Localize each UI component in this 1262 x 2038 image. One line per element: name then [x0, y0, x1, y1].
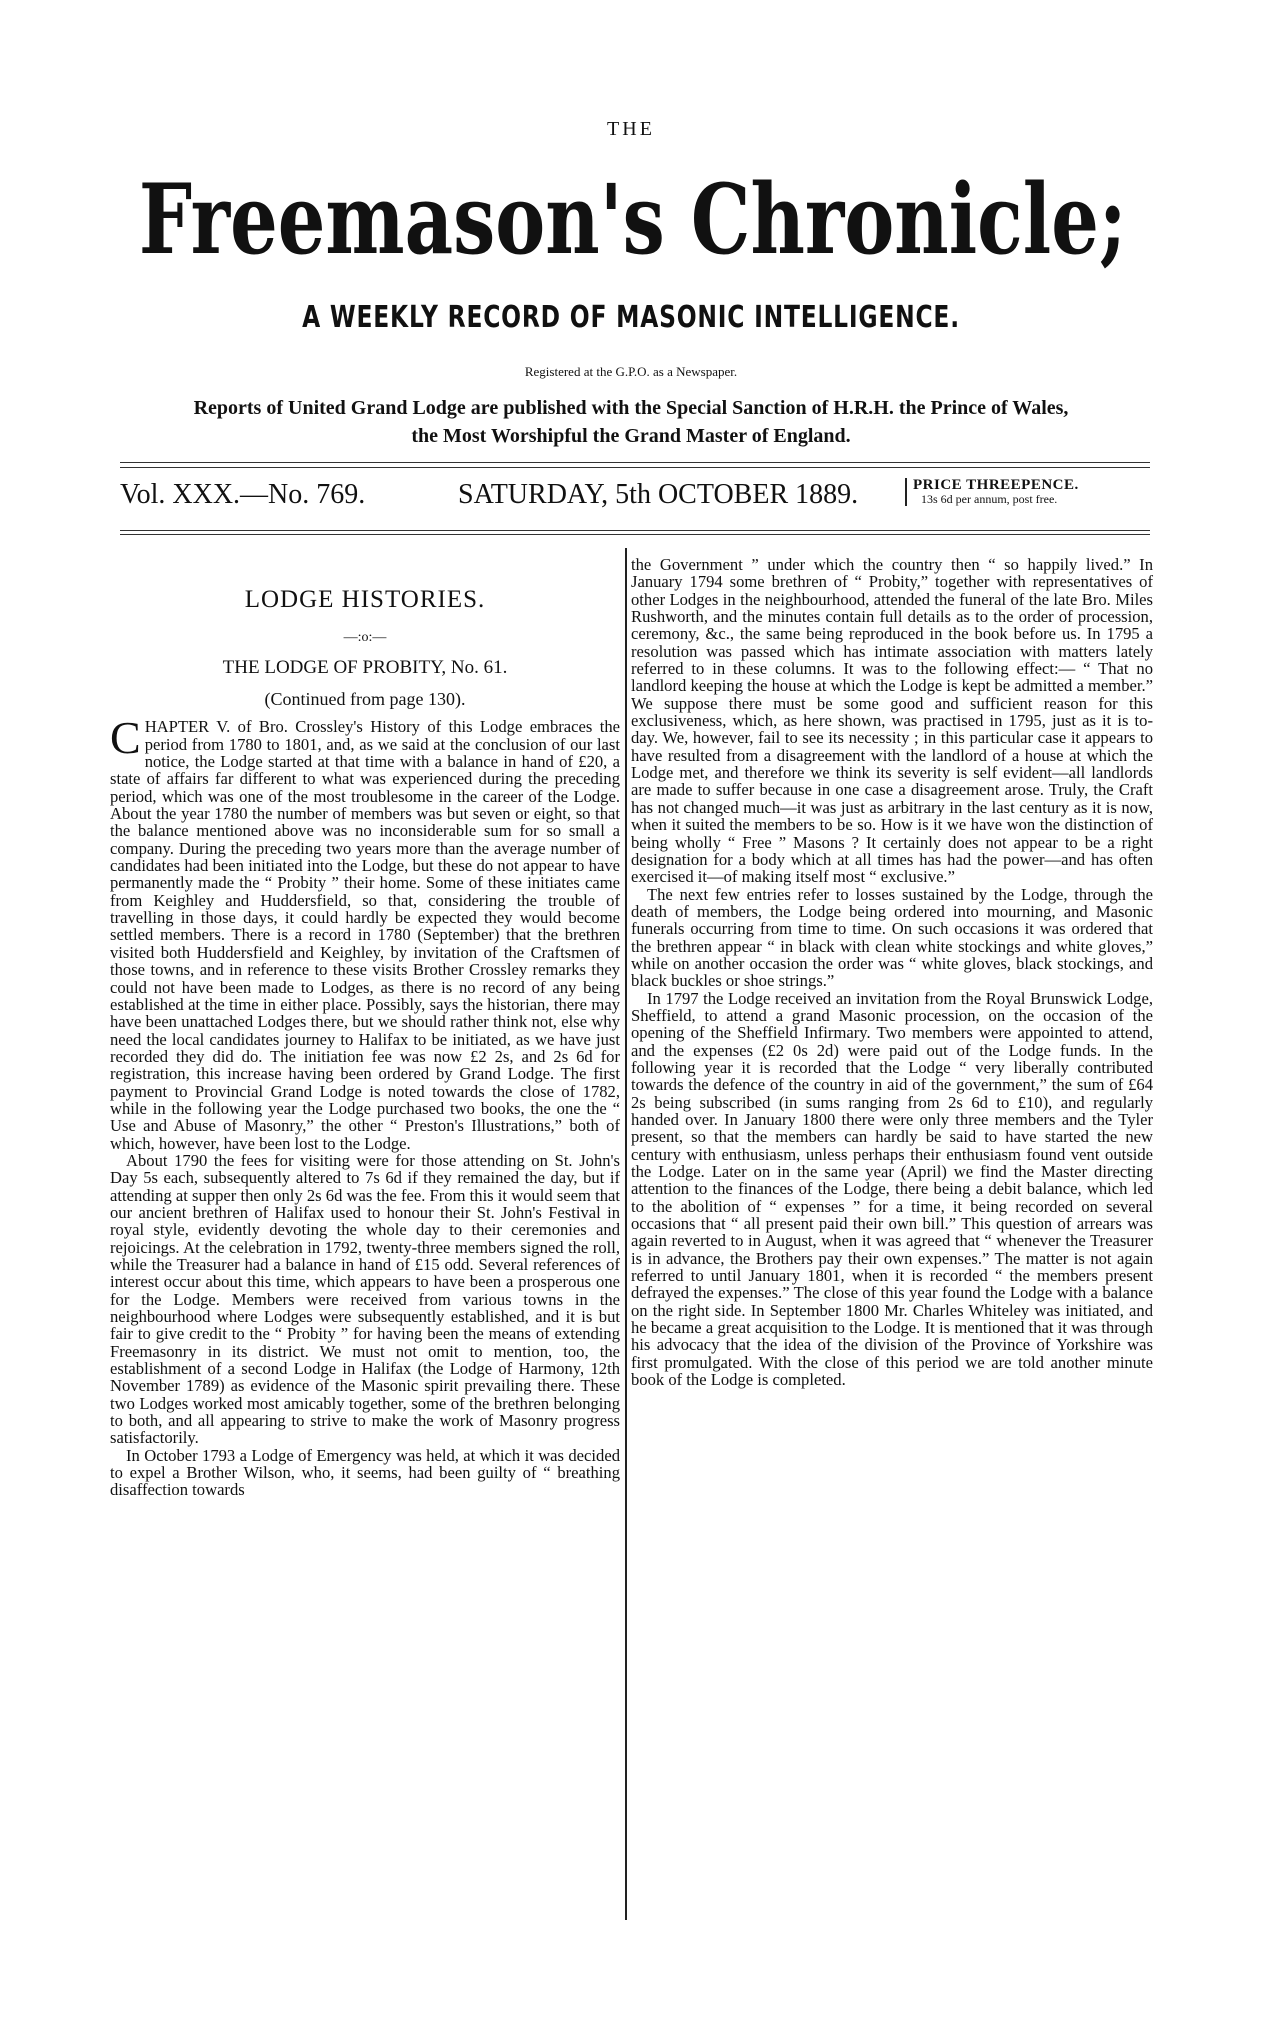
paragraph: In October 1793 a Lodge of Emergency was held, at which it was decided to expel a Brother Wilson, who, it seems, had been guilty of “ breathing disaffection towards	[110, 1445, 620, 1500]
paragraph	[110, 712, 620, 1153]
paragraph: The next few entries refer to losses sustained by the Lodge, through the death of members, the Lodge being ordered into mourning, and Masonic funerals occurring from time to time. On such occasions it was ordered that the brethren appear “ in black with clean white stockings and white gloves,” while on another occasion the order was “ white gloves, black stockings, and black buckles or shoe strings.”	[631, 884, 1153, 991]
drop-cap: C	[110, 712, 141, 764]
column-divider	[625, 548, 627, 1920]
article-heading: LODGE HISTORIES.	[244, 586, 486, 613]
price-box	[905, 478, 1079, 506]
separator: —:o:—	[343, 630, 387, 645]
volume-number: Vol. XXX.—No. 769.	[120, 479, 366, 510]
paragraph: In 1797 the Lodge received an invitation from the Royal Brunswick Lodge, Sheffield, to attend a grand Masonic procession, on the occasion of the opening of the Sheffield Infirmary. Two members were appointed to attend, and the expenses (£2 0s 2d) were paid out of the Lodge funds. In the following year it is recorded that the Lodge “ very liberally contributed towards the defence of the country in aid of the government,” the sum of £64 2s being subscribed (in sums ranging from 2s 6d to £10), and regularly handed over. In January 1800 there were only three members and the Tyler present, so that the members can hardly be said to have started the new century with enthusiasm, unless perhaps their enthusiasm found vent outside the Lodge. Later on in the same year (April) we find the Master directing attention to the finances of the Lodge, there being a debit balance, which led to the abolition of “ expenses ” for a time, it being recorded on several occasions that “ all present paid their own bill.” This question of arrears was again reverted to in August, when it was agreed that “ whenever the Treasurer is in advance, the Brothers pay their own expenses.” The matter is not again referred to until January 1801, when it is recorded “ the members present defrayed the expenses.” The close of this year found the Lodge with a balance on the right side. In September 1800 Mr. Charles Whiteley was initiated, and he became a great acquisition to the Lodge. It is mentioned that it was through his advocacy that the idea of the division of the Province of Yorkshire was first promulgated. With the close of this period we are told another minute book of the Lodge is completed.	[631, 988, 1153, 1390]
article-subheading: THE LODGE OF PROBITY, No. 61.	[222, 657, 508, 679]
registered-notice: Registered at the G.P.O. as a Newspaper.	[524, 364, 738, 379]
divider-rule	[120, 534, 1150, 535]
divider-rule	[120, 462, 1150, 463]
article-right-column	[631, 556, 1153, 1389]
divider-rule	[120, 530, 1150, 531]
sanction-notice	[0, 394, 1262, 450]
divider-rule	[120, 467, 1150, 468]
sanction-line-2: the Most Worshipful the Grand Master of England.	[411, 425, 851, 447]
paragraph: About 1790 the fees for visiting were for those attending on St. John's Day 5s each, subsequently altered to 7s 6d if they remained the day, but if attending at supper then only 2s 6d was the fee. From this it would seem that our ancient brethren of Halifax used to honour their St. John's Festival in royal style, evidently devoting the whole day to their ceremonies and rejoicings. At the celebration in 1792, twenty-three members signed the roll, while the Treasurer had a balance in hand of £15 odd. Several references of interest occur about this time, which appears to have been a prosperous one for the Lodge. Members were received from various towns in the neighbourhood where Lodges were subsequently established, and it is but fair to give credit to the “ Probity ” for having been the means of extending Freemasonry in its district. We must not omit to mention, too, the establishment of a second Lodge in Halifax (the Lodge of Harmony, 12th November 1789) as evidence of the Masonic spirit prevailing there. These two Lodges worked most amicably together, some of the brethren belonging to both, and all appearing to strive to make the work of Masonry progress satisfactorily.	[110, 1150, 620, 1448]
masthead-subtitle: A WEEKLY RECORD OF MASONIC INTELLIGENCE.	[302, 300, 960, 335]
issue-date: SATURDAY, 5th OCTOBER 1889.	[458, 479, 859, 510]
article-left-column	[110, 565, 620, 1499]
masthead-title: Freemason's Chronicle;	[138, 163, 1127, 276]
continued-note: (Continued from page 130).	[264, 689, 466, 710]
masthead-the: THE	[607, 118, 655, 140]
paragraph: the Government ” under which the country then “ so happily lived.” In January 1794 some brethren of “ Probity,” together with representatives of other Lodges in the neighbourhood, attended the funeral of the late Bro. Miles Rushworth, and the minutes contain full details as to the order of procession, ceremony, &c., the same being reproduced in the book before us. In 1795 a resolution was passed which has intimate association with matters lately referred to in these columns. It was to the following effect:— “ That no landlord keeping the house at which the Lodge is kept be admitted a member.” We suppose there must be some good and sufficient reason for this exclusiveness, which, as here shown, was practised in 1795, just as it is to-day. We, however, fail to see its necessity ; in this particular case it appears to have resulted from a disagreement with the landlord of a house at which the Lodge met, and therefore we think its severity is self evident—all landlords are made to suffer because in one case a disagreement arose. Truly, the Craft has not changed much—it was just as arbitrary in the last century as it is now, when it suited the members to be so. How is it we have won the distinction of being wholly “ Free ” Masons ? It certainly does not appear to be a right designation for a body which at all times has had the power—and has often exercised it—of making itself most “ exclusive.”	[631, 555, 1153, 887]
sanction-line-1: Reports of United Grand Lodge are published with the Special Sanction of H.R.H. the Prince of Wales,	[193, 397, 1069, 419]
subscription: 13s 6d per annum, post free.	[921, 492, 1058, 506]
paragraph-text: HAPTER V. of Bro. Crossley's History of this Lodge embraces the period from 1780 to 1801, and, as we said at the conclusion of our last notice, the Lodge started at that time with a balance in hand of £20, a state of affairs far different to what was experienced during the preceding period, which was one of the most troublesome in the career of the Lodge. About the year 1780 the number of members was but seven or eight, so that the balance mentioned above was no inconsiderable sum for so small a company. During the preceding two years more than the average number of candidates had been initiated into the Lodge, but these do not appear to have permanently made the “ Probity ” their home. Some of these initiates came from Keighley and Huddersfield, so that, considering the trouble of travelling in those days, it could hardly be expected they would become settled members. There is a record in 1780 (September) that the brethren visited both Huddersfield and Keighley, by invitation of the Craftsmen of those towns, and in reference to these visits Brother Crossley remarks they could not have been made to Lodges, as there is no record of any being established at the time in either place. Possibly, says the historian, there may have been unattached Lodges there, but we should rather think not, else why need the local candidates journey to Halifax to be initiated, as we have just recorded they did do. The initiation fee was now £2 2s, and 2s 6d for registration, this increase having been ordered by Grand Lodge. The first payment to Provincial Grand Lodge is noted towards the close of 1782, while in the following year the Lodge purchased two books, the one the “ Use and Abuse of Masonry,” the other “ Preston's Illustrations,” both of which, however, have been lost to the Lodge.	[110, 717, 620, 1153]
price: PRICE THREEPENCE.	[913, 477, 1079, 493]
